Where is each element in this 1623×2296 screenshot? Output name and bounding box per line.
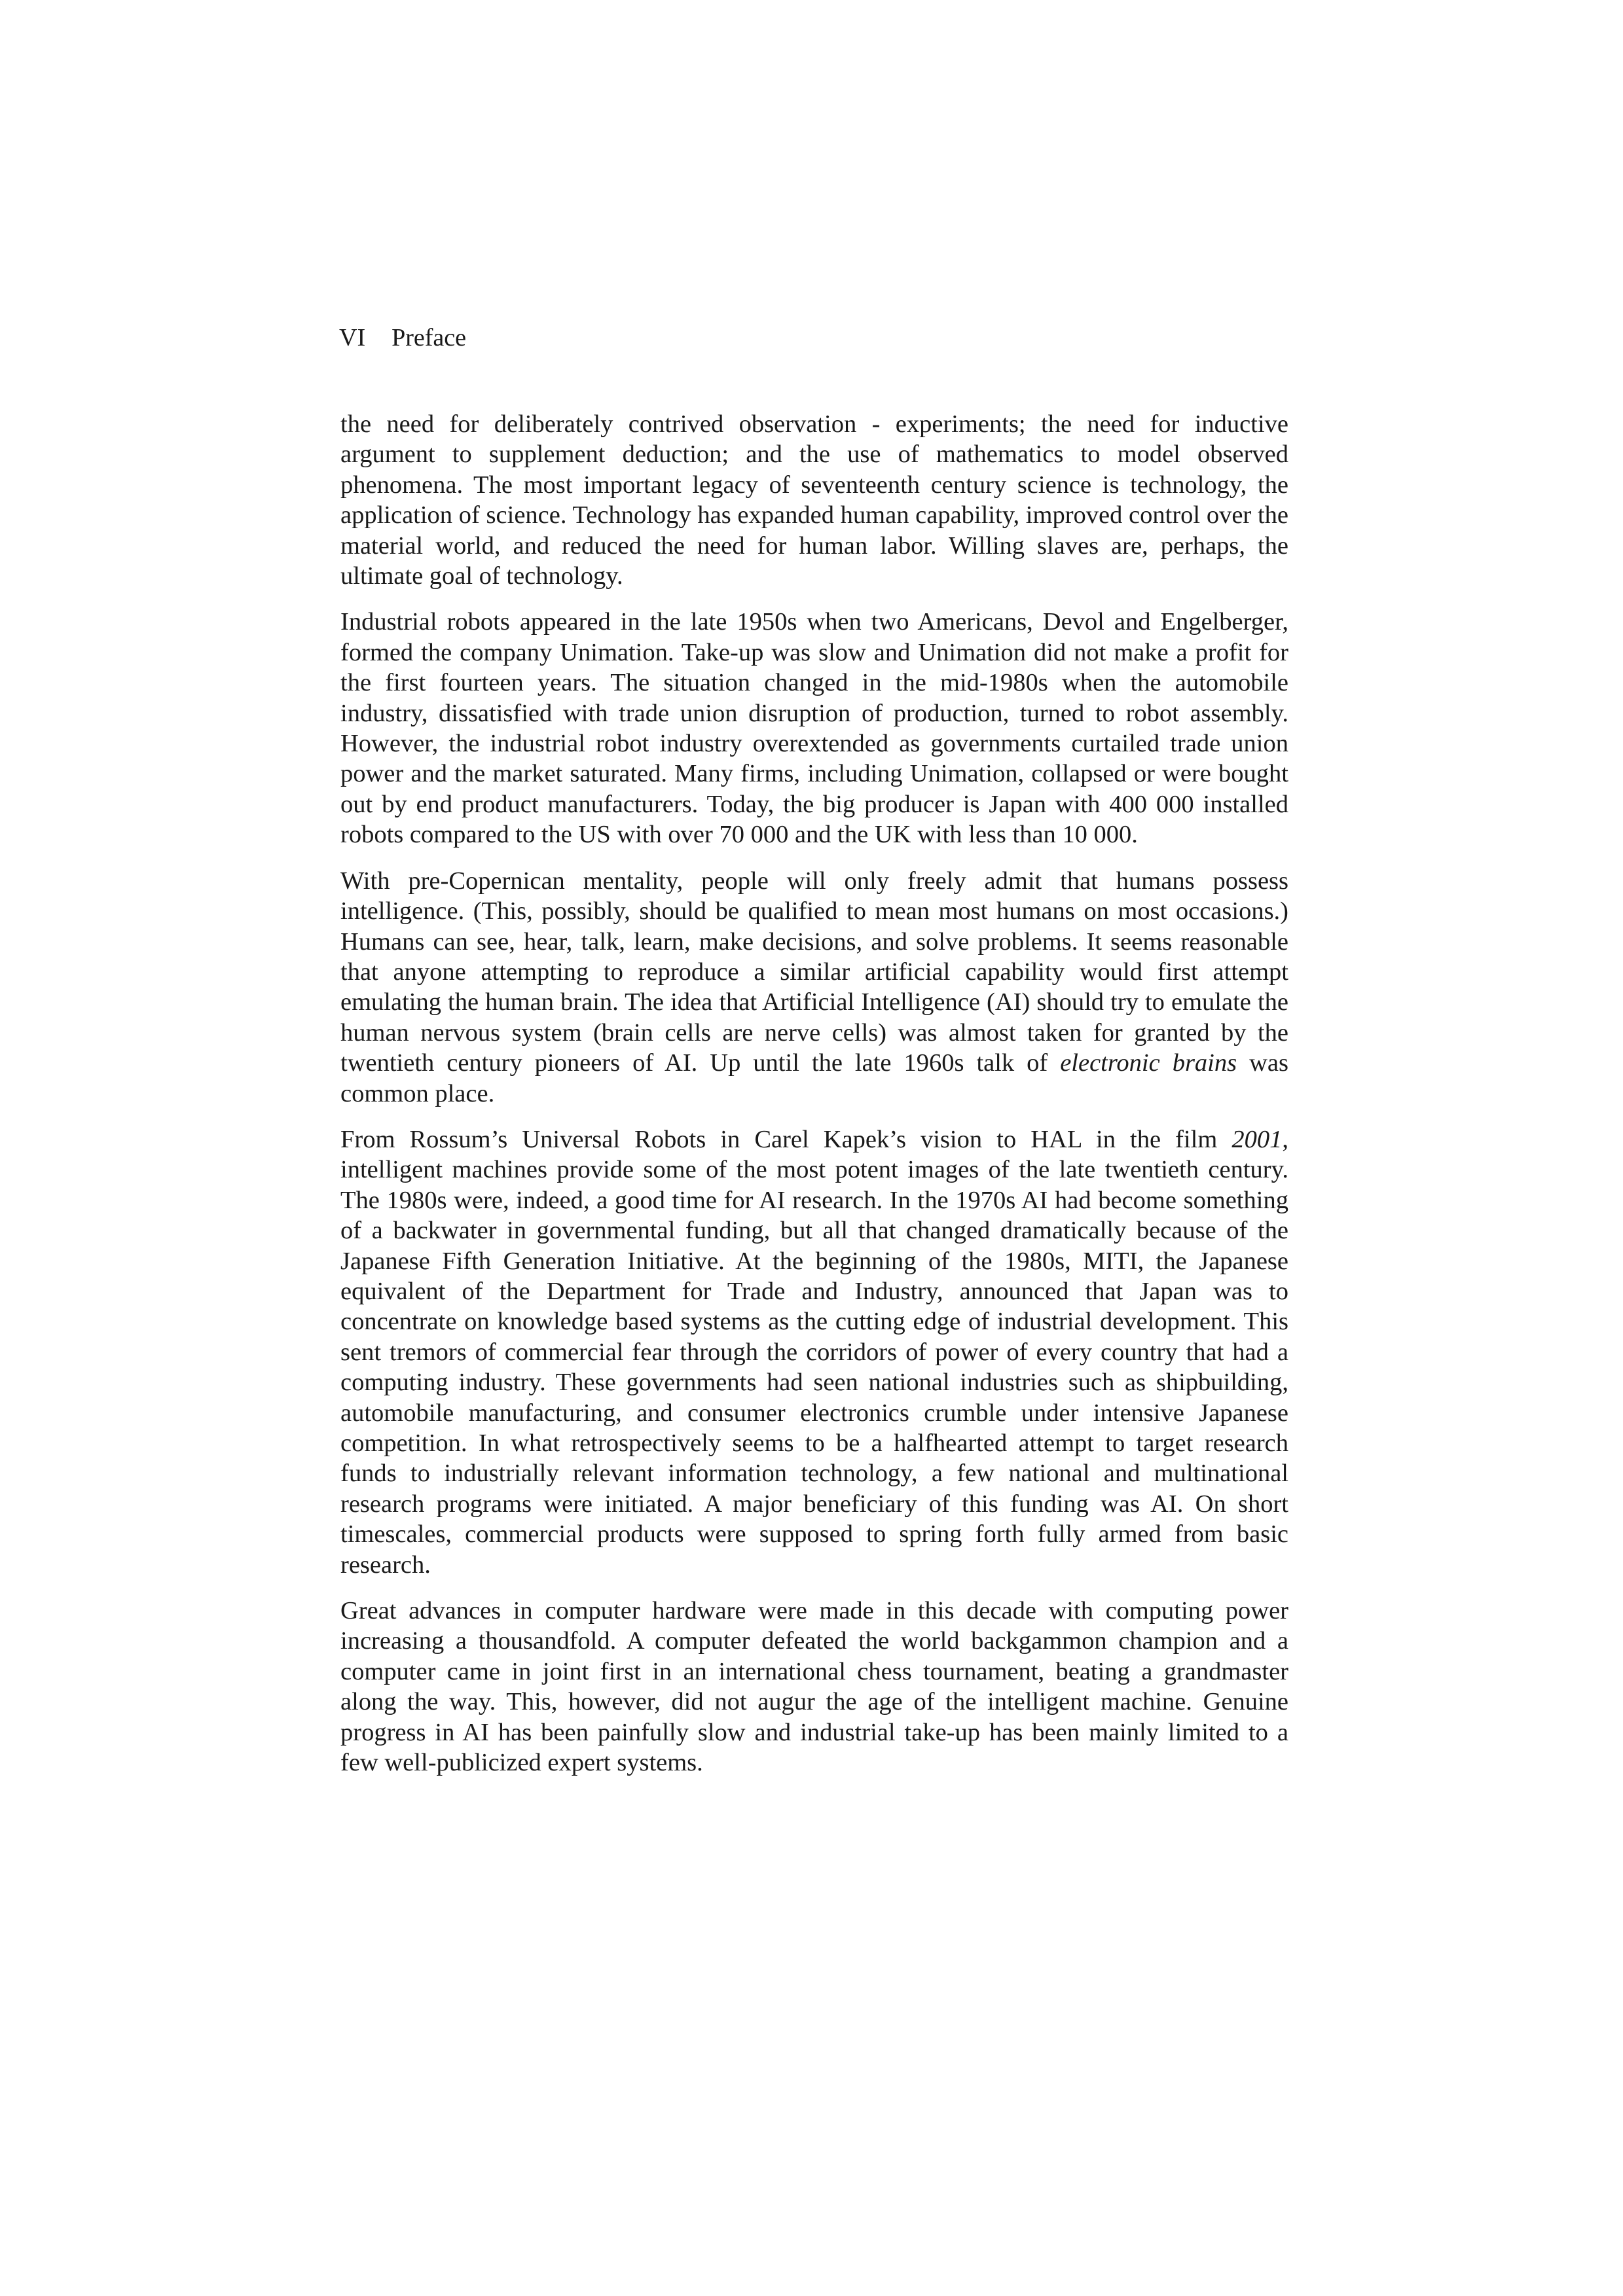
paragraph-fifth-generation bbox=[340, 1124, 1288, 1580]
paragraph-hardware-advances: Great advances in computer hardware were made in this decade with computing power increasing a thousandfold. A computer defeated the world backgammon champion and a computer came in joint first in an international chess tournament, beating a grandmaster along the way. This, however, did not augur the age of the intelligent machine. Genuine progress in AI has been painfully slow and industrial take-up has been mainly limited to a few well-publicized expert systems. bbox=[340, 1597, 1288, 1777]
paragraph-text: , intelligent machines provide some of the most potent images of the late twentieth century. The 1980s were, indeed, a good time for AI research. In the 1970s AI had become something of a backwater in governmental funding, but all that changed dramatically because of the Japanese Fifth Generation Initiative. At the beginning of the 1980s, MITI, the Japanese equivalent of the Department for Trade and Industry, announced that Japan was to concentrate on knowledge based systems as the cutting edge of industrial development. This sent tremors of commercial fear through the corridors of power of every country that had a computing industry. These governments had seen national industries such as shipbuilding, automobile manufacturing, and consumer electronics crumble under intensive Japanese competition. In what retrospectively seems to be a halfhearted attempt to target research funds to industrially relevant information technology, a few national and multinational research programs were initiated. A major beneficiary of this funding was AI. On short timescales, commercial products were supposed to spring forth fully armed from basic research. bbox=[340, 1125, 1288, 1579]
paragraph-pre-copernican-mentality bbox=[340, 866, 1288, 1109]
paragraph-text: was common place. bbox=[340, 1049, 1288, 1107]
paragraph-industrial-robots: Industrial robots appeared in the late 1950s when two Americans, Devol and Engelberger, formed the company Unimation. Take-up was slow and Unimation did not make a profit for the first fourteen years. The situation changed in the mid-1980s when the automobile industry, dissatisfied with trade union disruption of production, turned to robot assembly. However, the industrial robot industry overextended as governments curtailed trade union power and the market saturated. Many firms, including Unimation, collapsed or were bought out by end product manufacturers. Today, the big producer is Japan with 400 000 installed robots compared to the US with over 70 000 and the UK with less than 10 000. bbox=[340, 608, 1288, 849]
paragraph-scientific-method: the need for deliberately contrived observation - experiments; the need for inductive argument to supplement deduction; and the use of mathematics to model observed phenomena. The most important legacy of seventeenth century science is technology, the application of science. Technology has expanded human capability, improved control over the material world, and reduced the need for human labor. Willing slaves are, perhaps, the ultimate goal of technology. bbox=[340, 410, 1288, 590]
page-number: VI bbox=[339, 324, 366, 351]
emphasized-term: electronic brains bbox=[1060, 1049, 1237, 1077]
paragraph-text: From Rossum’s Universal Robots in Carel Kapek’s vision to HAL in the film bbox=[340, 1125, 1232, 1153]
running-header bbox=[339, 322, 466, 353]
section-title: Preface bbox=[392, 324, 467, 351]
body-text bbox=[340, 409, 1288, 1793]
paragraph-text: With pre-Copernican mentality, people will only freely admit that humans possess intelligence. (This, possibly, should be qualified to mean most humans on most occasions.) Humans can see, hear, talk, learn, make decisions, and solve problems. It seems reasonable that anyone attempting to reproduce a similar artificial capability would first attempt emulating the human brain. The idea that Artificial Intelligence (AI) should try to emulate the human nervous system (brain cells are nerve cells) was almost taken for granted by the twentieth century pioneers of AI. Up until the late 1960s talk of bbox=[340, 867, 1288, 1077]
film-title: 2001 bbox=[1231, 1125, 1283, 1153]
